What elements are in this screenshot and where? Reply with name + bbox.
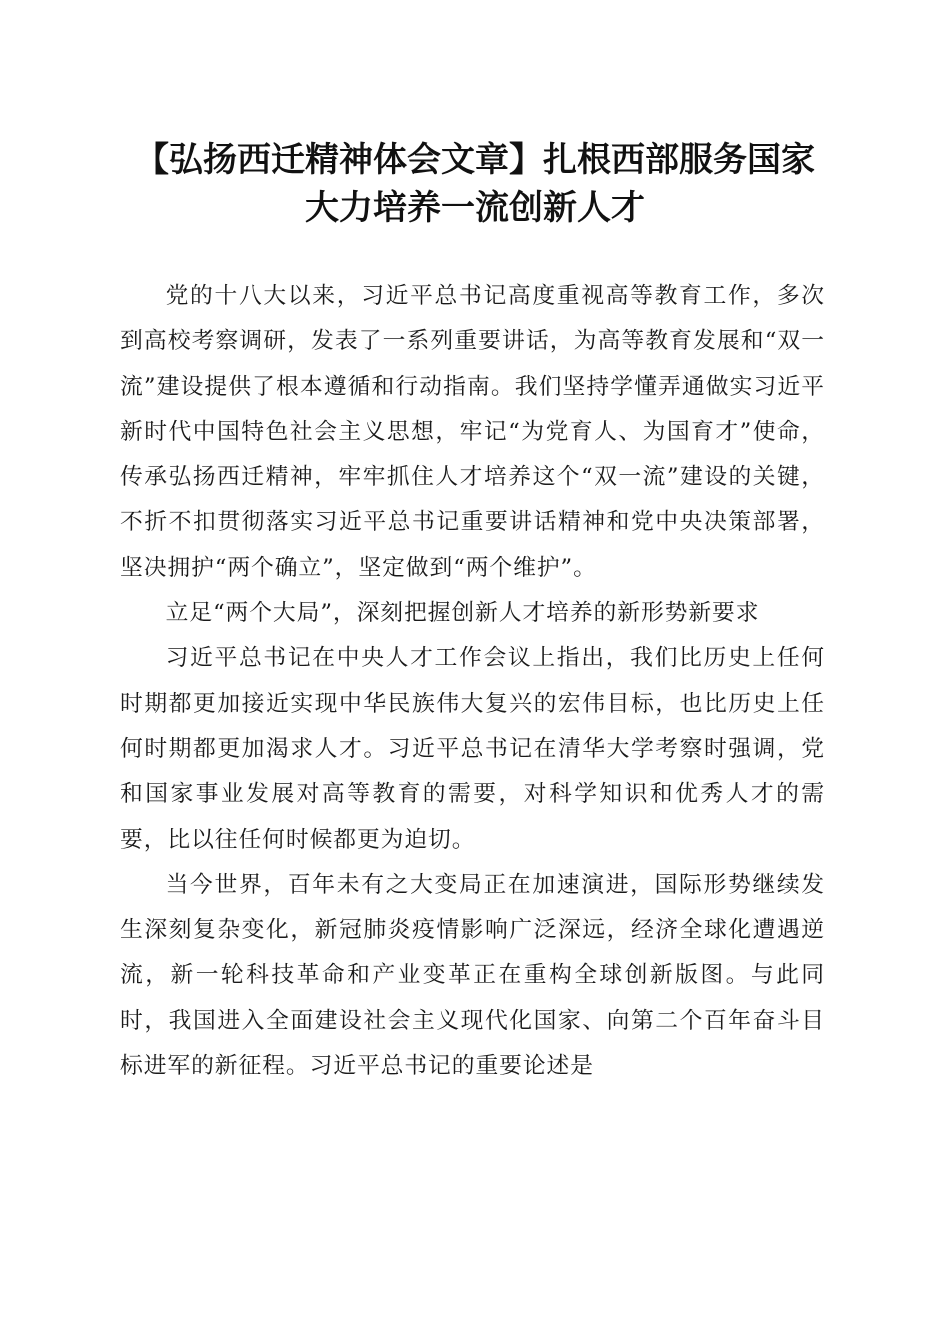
document-title-line-2: 大力培养一流创新人才	[305, 188, 645, 228]
document-title-line-1: 【弘扬西迁精神体会文章】扎根西部服务国家	[135, 140, 815, 180]
paragraph: 党的十八大以来，习近平总书记高度重视高等教育工作，多次到高校考察调研，发表了一系列重要讲话，为高等教育发展和“双一流”建设提供了根本遵循和行动指南。我们坚持学懂弄通做实习近平新时代中国特色社会主义思想，牢记“为党育人、为国育才”使命，传承弘扬西迁精神，牢牢抓住人才培养这个“双一流”建设的关键，不折不扣贯彻落实习近平总书记重要讲话精神和党中央决策部署，坚决拥护“两个确立”，坚定做到“两个维护”。	[120, 283, 825, 581]
section-heading-paragraph: 立足“两个大局”，深刻把握创新人才培养的新形势新要求	[165, 600, 760, 627]
paragraph: 当今世界，百年未有之大变局正在加速演进，国际形势继续发生深刻复杂变化，新冠肺炎疫情影响广泛深远，经济全球化遭遇逆流，新一轮科技革命和产业变革正在重构全球创新版图。与此同时，我国进入全面建设社会主义现代化国家、向第二个百年奋斗目标进军的新征程。习近平总书记的重要论述是	[120, 871, 825, 1080]
document-body	[120, 274, 825, 1089]
paragraph: 习近平总书记在中央人才工作会议上指出，我们比历史上任何时期都更加接近实现中华民族伟大复兴的宏伟目标，也比历史上任何时期都更加渴求人才。习近平总书记在清华大学考察时强调，党和国家事业发展对高等教育的需要，对科学知识和优秀人才的需要，比以往任何时候都更为迫切。	[120, 645, 825, 853]
